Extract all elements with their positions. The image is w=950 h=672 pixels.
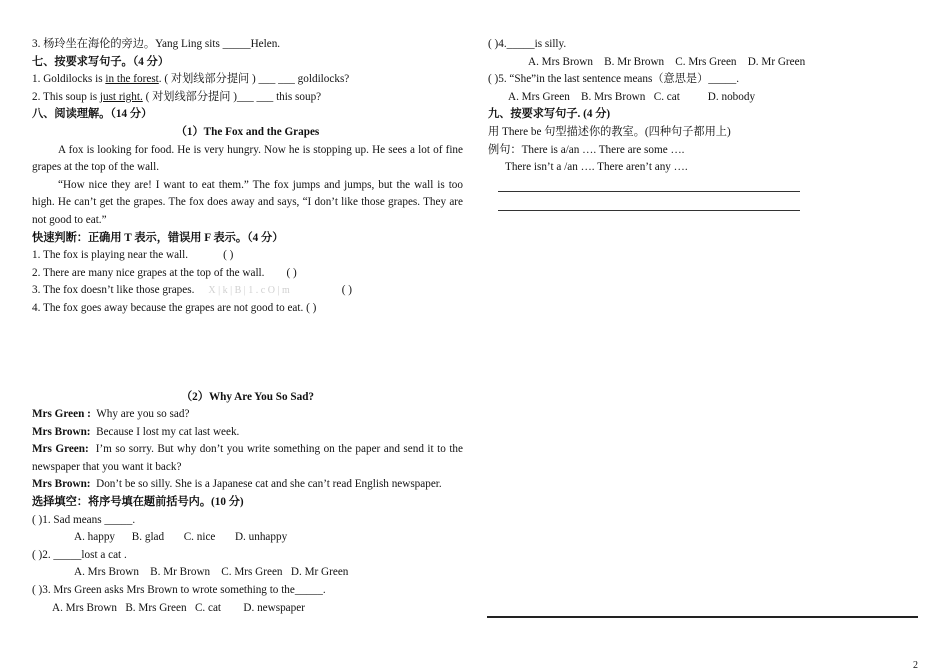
tf-question-1: 1. The fox is playing near the wall. ( ) <box>32 247 463 265</box>
answer-line[interactable] <box>498 177 800 192</box>
tf-question-2: 2. There are many nice grapes at the top of the wall. ( ) <box>32 265 463 283</box>
section-9-instruction: 用 There be 句型描述你的教室。(四种句子都用上) <box>488 125 731 138</box>
section-7-title: 七、按要求写句子。（4 分） <box>32 55 170 68</box>
dialogue-line-2: Mrs Brown: Because I lost my cat last week. <box>32 425 240 438</box>
dialogue-line-4: Mrs Brown: Don’t be so silly. She is a Japanese cat and she can’t read English newspaper. <box>32 478 442 491</box>
mc-options-3: A. Mrs Brown B. Mrs Green C. cat D. newspaper <box>52 601 305 614</box>
watermark: X | k | B | 1 . c O | m <box>208 285 290 297</box>
mc-question-5: ( )5. “She”in the last sentence means（意思是）_____. <box>488 73 740 86</box>
tf-question-4: 4. The fox goes away because the grapes are not good to eat. ( ) <box>32 300 463 318</box>
left-column <box>32 36 463 617</box>
answer-blank[interactable]: ( ) <box>286 266 297 279</box>
multiple-choice-title: 选择填空：将序号填在题前括号内。(10 分) <box>32 496 244 509</box>
section-7-q1: 1. Goldilocks is in the forest. ( 对划线部分提问 ) ___ ___ goldilocks? <box>32 73 350 86</box>
passage-2-title: （2）Why Are You So Sad? <box>180 390 315 403</box>
section-7-q2: 2. This soup is just right. ( 对划线部分提问 )___ ___ this soup? <box>32 90 322 103</box>
mc-options-4: A. Mrs Brown B. Mr Brown C. Mrs Green D. Mr Green <box>528 55 806 68</box>
mc-question-3: ( )3. Mrs Green asks Mrs Brown to wrote something to the_____. <box>32 584 326 597</box>
mc-options-2: A. Mrs Brown B. Mr Brown C. Mrs Green D. Mr Green <box>74 566 349 579</box>
section-8-title: 八、阅读理解。（14 分） <box>32 108 153 121</box>
answer-line[interactable] <box>498 192 800 211</box>
dialogue-line-1: Mrs Green : Why are you so sad? <box>32 408 190 421</box>
right-column <box>488 36 918 211</box>
example-line-2: There isn’t a /an …. There aren’t any …. <box>505 161 688 174</box>
mc-question-4: ( )4._____is silly. <box>488 38 567 50</box>
underlined-phrase: in the forest <box>105 73 159 86</box>
answer-blank[interactable]: ( ) <box>341 284 352 297</box>
example-line-1: 例句：There is a/an …. There are some …. <box>488 143 685 156</box>
passage-1-paragraph-2: “How nice they are! I want to eat them.” The fox jumps and jumps, but the wall is too high. He can’t get the grapes. The fox does away and says, “I don’t like those grapes. They are not good to eat.” <box>32 178 463 226</box>
section-9-title: 九、按要求写句子. (4 分) <box>488 108 611 121</box>
mc-question-1: ( )1. Sad means _____. <box>32 513 136 526</box>
q3-translation: 3. 杨玲坐在海伦的旁边。Yang Ling sits _____Helen. <box>32 38 281 50</box>
tf-question-3: 3. The fox doesn’t like those grapes. X | k | B | 1 . c O | m ( ) <box>32 282 463 300</box>
answer-blank[interactable]: ( ) <box>306 301 317 314</box>
page-number: 2 <box>913 660 918 671</box>
mc-options-5: A. Mrs Green B. Mrs Brown C. cat D. nobody <box>508 90 756 103</box>
passage-1-paragraph-1: A fox is looking for food. He is very hungry. Now he is stopping up. He sees a lot of fine grapes at the top of the wall. <box>32 143 463 174</box>
mc-question-2: ( )2. _____lost a cat . <box>32 548 127 561</box>
bottom-divider <box>487 616 918 618</box>
underlined-phrase: just right. <box>99 90 143 103</box>
mc-options-1: A. happy B. glad C. nice D. unhappy <box>74 531 288 544</box>
answer-blank[interactable]: ( ) <box>223 249 234 262</box>
dialogue-line-3: Mrs Green: I’m so sorry. But why don’t you write something on the paper and send it to the newspaper that you want it back? <box>32 443 463 473</box>
passage-1-title: （1）The Fox and the Grapes <box>175 125 320 138</box>
true-false-title: 快速判断：正确用 T 表示，错误用 F 表示。（4 分） <box>32 231 284 244</box>
